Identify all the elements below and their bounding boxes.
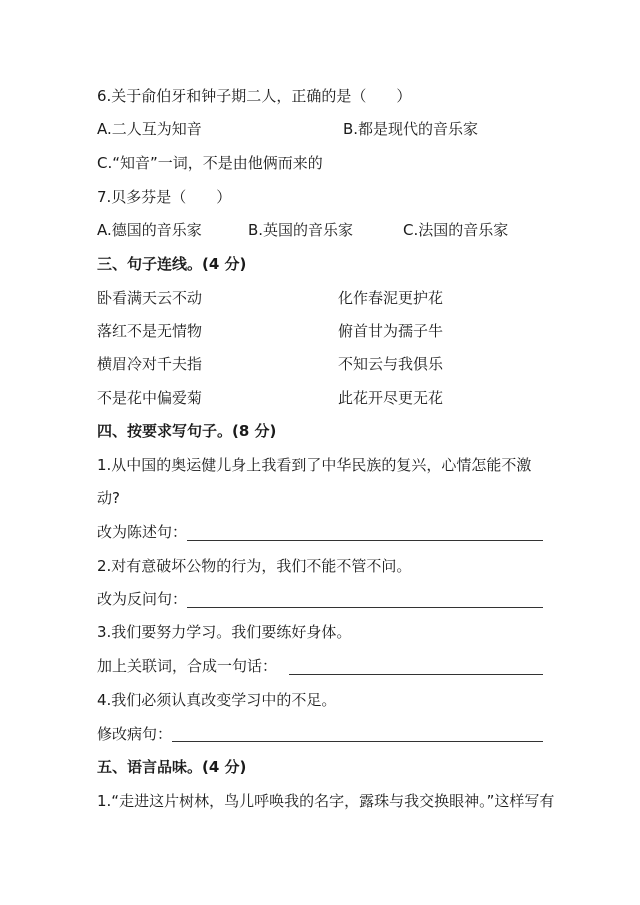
match-right-1: 化作春泥更护花 [338, 289, 444, 307]
s4-q4-prompt: 修改病句： [97, 725, 173, 743]
match-right-4: 此花开尽更无花 [338, 389, 444, 407]
s4-q4-answer-line[interactable] [172, 741, 543, 742]
match-left-2: 落红不是无情物 [97, 322, 203, 340]
q7-option-b: B.英国的音乐家 [248, 221, 354, 239]
q7-option-c: C.法国的音乐家 [403, 221, 509, 239]
s4-q4-text: 4.我们必须认真改变学习中的不足。 [97, 691, 337, 709]
s4-q1-answer-line[interactable] [187, 540, 543, 541]
s4-q1-line2: 动? [97, 489, 120, 507]
match-left-4: 不是花中偏爱菊 [97, 389, 203, 407]
q6-option-b: B.都是现代的音乐家 [343, 120, 479, 138]
s4-q2-answer-line[interactable] [187, 607, 543, 608]
s4-q3-answer-line[interactable] [289, 674, 543, 675]
q6-option-a: A.二人互为知音 [97, 120, 202, 138]
match-left-3: 横眉冷对千夫指 [97, 355, 203, 373]
s4-q3-prompt: 加上关联词，合成一句话： [97, 657, 278, 675]
s4-q2-text: 2.对有意破坏公物的行为，我们不能不管不问。 [97, 557, 412, 575]
match-right-3: 不知云与我俱乐 [338, 355, 444, 373]
s4-q2-prompt: 改为反问句： [97, 590, 188, 608]
s5-q1-text: 1.“走进这片树林，鸟儿呼唤我的名字，露珠与我交换眼神。”这样写有 [97, 792, 555, 810]
s4-q1-line1: 1.从中国的奥运健儿身上我看到了中华民族的复兴，心情怎能不激 [97, 456, 532, 474]
section3-heading: 三、句子连线。(4 分) [97, 255, 247, 273]
s4-q3-text: 3.我们要努力学习。我们要练好身体。 [97, 623, 352, 641]
section5-heading: 五、语言品味。(4 分) [97, 758, 247, 776]
q6-option-c: C.“知音”一词，不是由他俩而来的 [97, 154, 323, 172]
match-left-1: 卧看满天云不动 [97, 289, 203, 307]
q7-option-a: A.德国的音乐家 [97, 221, 202, 239]
q6-stem: 6.关于俞伯牙和钟子期二人，正确的是（ ） [97, 87, 412, 105]
match-right-2: 俯首甘为孺子牛 [338, 322, 444, 340]
section4-heading: 四、按要求写句子。(8 分) [97, 422, 277, 440]
s4-q1-prompt: 改为陈述句： [97, 523, 188, 541]
q7-stem: 7.贝多芬是（ ） [97, 188, 232, 206]
